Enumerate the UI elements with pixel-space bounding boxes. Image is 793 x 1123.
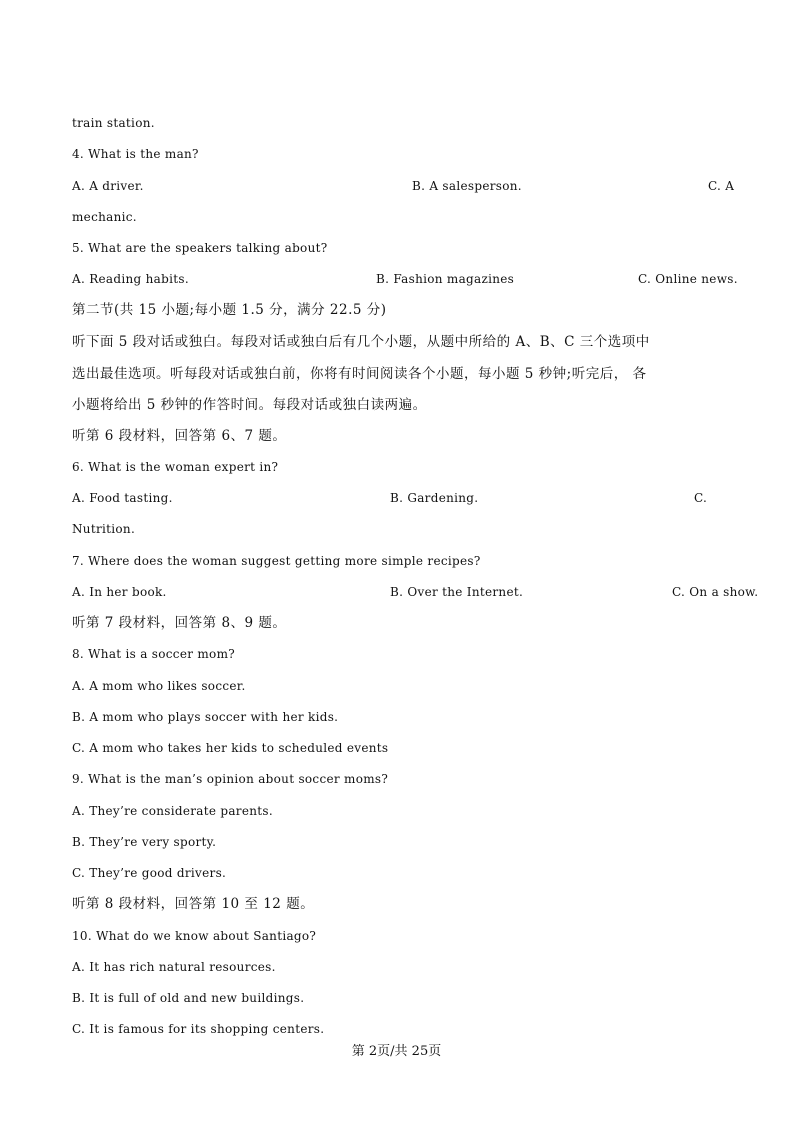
question-10: 10. What do we know about Santiago? <box>72 929 317 943</box>
option-c: C. <box>694 491 708 505</box>
option-c: C. They’re good drivers. <box>72 866 227 880</box>
material-heading: 听第 6 段材料，回答第 6、7 题。 <box>72 428 287 444</box>
option-b: B. They’re very sporty. <box>72 835 217 849</box>
option-c: C. It is famous for its shopping centers. <box>72 1022 325 1036</box>
option-c: C. On a show. <box>672 585 759 599</box>
question-5: 5. What are the speakers talking about? <box>72 241 328 255</box>
question-8: 8. What is a soccer mom? <box>72 647 235 661</box>
question-6: 6. What is the woman expert in? <box>72 460 279 474</box>
question-9: 9. What is the man’s opinion about soccer moms? <box>72 772 389 786</box>
option-a: A. They’re considerate parents. <box>72 804 273 818</box>
instruction-line: 听下面 5 段对话或独白。每段对话或独白后有几个小题，从题中所给的 A、B、C 三个选项中 <box>72 334 650 350</box>
option-b: B. Gardening. <box>390 491 479 505</box>
question-7: 7. Where does the woman suggest getting more simple recipes? <box>72 554 481 568</box>
instruction-line: 小题将给出 5 秒钟的作答时间。每段对话或独白读两遍。 <box>72 397 427 413</box>
option-c: C. Online news. <box>638 272 738 286</box>
option-b: B. A salesperson. <box>412 179 522 193</box>
instruction-line: 选出最佳选项。听每段对话或独白前，你将有时间阅读各个小题，每小题 5 秒钟;听完后， 各 <box>72 366 647 382</box>
option-a: A. It has rich natural resources. <box>72 960 276 974</box>
material-heading: 听第 7 段材料，回答第 8、9 题。 <box>72 615 287 631</box>
option-a: A. In her book. <box>72 585 167 599</box>
option-b: B. A mom who plays soccer with her kids. <box>72 710 339 724</box>
material-heading: 听第 8 段材料，回答第 10 至 12 题。 <box>72 896 315 912</box>
option-a: A. A driver. <box>72 179 144 193</box>
option-a: A. Reading habits. <box>72 272 189 286</box>
question-4: 4. What is the man? <box>72 147 199 161</box>
option-a: A. A mom who likes soccer. <box>72 679 246 693</box>
page-number-footer: 第 2页/共 25页 <box>351 1044 442 1059</box>
option-b: B. Over the Internet. <box>390 585 524 599</box>
text-line: train station. <box>72 116 155 130</box>
option-c: C. A <box>708 179 735 193</box>
option-c-continued: Nutrition. <box>72 522 136 536</box>
option-c: C. A mom who takes her kids to scheduled events <box>72 741 389 755</box>
option-a: A. Food tasting. <box>72 491 173 505</box>
option-b: B. Fashion magazines <box>376 272 515 286</box>
option-b: B. It is full of old and new buildings. <box>72 991 305 1005</box>
option-c-continued: mechanic. <box>72 210 137 224</box>
section-heading: 第二节(共 15 小题;每小题 1.5 分，满分 22.5 分) <box>72 302 387 318</box>
